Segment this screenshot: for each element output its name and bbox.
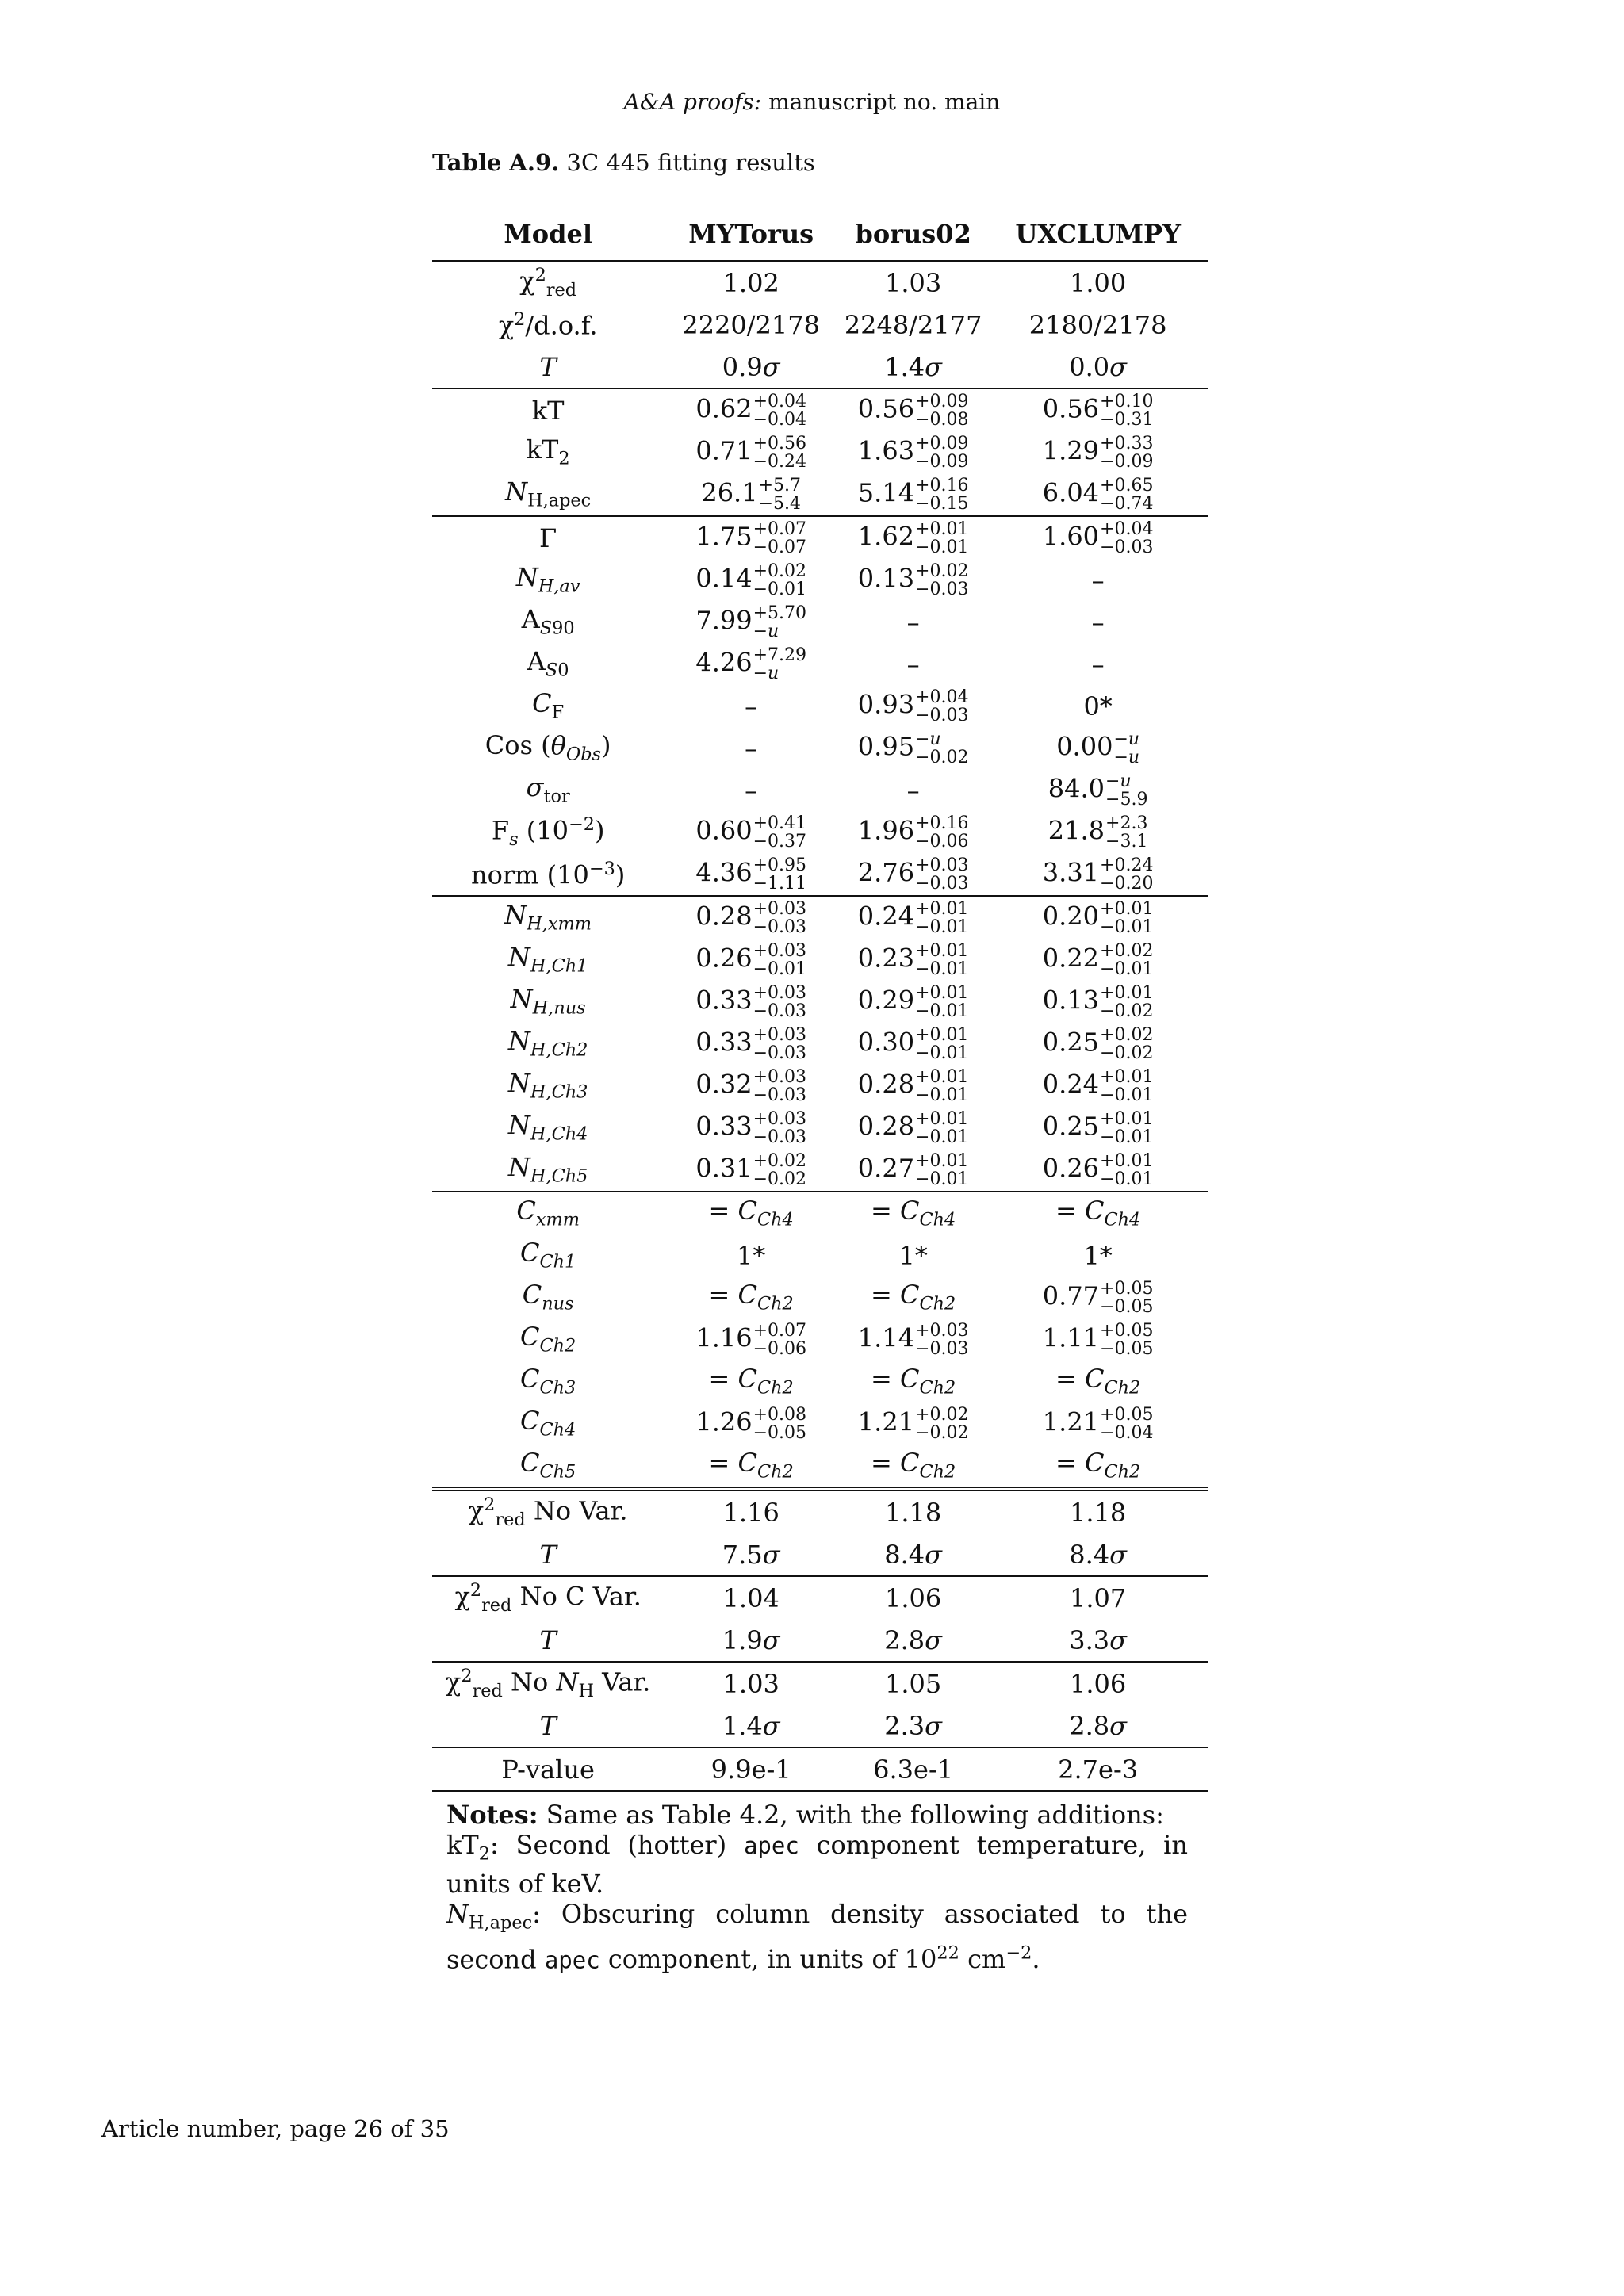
param-value: 1.60 +0.04 −0.03 [1042, 519, 1154, 557]
table-row [432, 981, 1208, 1023]
param-value: 1.63 +0.09 −0.09 [857, 433, 969, 472]
table-row [432, 1402, 1208, 1445]
param-value: – [745, 691, 758, 721]
param-value: 1.26 +0.08 −0.05 [695, 1404, 806, 1443]
param-value: 0.24 +0.01 −0.01 [1042, 1066, 1154, 1105]
param-name: $C_F$ [532, 688, 565, 723]
param-value: = $C_{Ch4}$ [871, 1196, 956, 1230]
table-row [432, 853, 1208, 896]
param-value: – [906, 649, 920, 679]
param-value: 0.20 +0.01 −0.01 [1042, 898, 1154, 937]
param-name: norm $(10^{-3})$ [432, 853, 664, 896]
note-kt2-code: apec [743, 1832, 799, 1859]
table-row [432, 1107, 1208, 1149]
param-value: 1.16 +0.07 −0.06 [695, 1320, 806, 1359]
param-value: 6.3e-1 [838, 1747, 988, 1791]
param-value: = $C_{Ch2}$ [871, 1280, 956, 1314]
param-value: 1* [736, 1240, 766, 1271]
param-value: 0.27 +0.01 −0.01 [838, 1149, 988, 1192]
param-value: 1.06 [1070, 1668, 1127, 1699]
param-value: 1.06 [885, 1582, 942, 1613]
table-row [432, 1576, 1208, 1619]
param-value: 1.4σ [664, 1705, 838, 1747]
param-value: 1.9σ [664, 1619, 838, 1662]
param-value: 1.29 +0.33 −0.09 [1042, 433, 1154, 472]
param-value: 0.14 +0.02 −0.01 [695, 561, 806, 599]
param-value: 0.33 +0.03 −0.03 [695, 1108, 806, 1147]
table-row [432, 643, 1208, 685]
param-value: 1* [1083, 1240, 1113, 1271]
param-name: T [432, 1533, 664, 1576]
param-value: – [906, 775, 920, 806]
note-nh-pre: : Obscuring column density associated to the second [446, 1899, 1188, 1975]
param-value: 0.13 +0.01 −0.02 [1042, 982, 1154, 1021]
param-value: 1.07 [1070, 1582, 1127, 1613]
col-header: UXCLUMPY [988, 208, 1208, 261]
param-name: $C_{Ch4}$ [520, 1406, 576, 1441]
param-name: $\chi^2_{red}$ No $N_H$ Var. [445, 1665, 651, 1701]
table-row [432, 1747, 1208, 1791]
param-value: 0.95 −u −0.02 [857, 729, 969, 767]
param-value: 1.62 +0.01 −0.01 [857, 519, 969, 557]
caption-label: Table A.9. [432, 149, 560, 176]
table-row [432, 939, 1208, 981]
table-row [432, 1276, 1208, 1318]
param-value: 4.36 +0.95 −1.11 [664, 853, 838, 896]
param-value: 0.29 +0.01 −0.01 [857, 982, 969, 1021]
param-value: 0.28 +0.01 −0.01 [857, 1108, 969, 1147]
param-value: 0.22 +0.02 −0.01 [1042, 940, 1154, 979]
param-name: $N_{H,Ch2}$ [508, 1026, 588, 1061]
param-value: 84.0 −u −5.9 [1048, 771, 1148, 809]
running-header [0, 89, 1624, 115]
param-value: 1.21 +0.05 −0.04 [1042, 1404, 1154, 1443]
table-row [432, 727, 1208, 769]
param-value: 0.30 +0.01 −0.01 [857, 1024, 969, 1063]
param-value: 1.14 +0.03 −0.03 [857, 1320, 969, 1359]
param-value: 0.33 +0.03 −0.03 [695, 1024, 806, 1063]
param-value: 2.7e-3 [988, 1747, 1208, 1791]
param-value: 1.03 [885, 267, 942, 298]
caption-text: 3C 445 fitting results [559, 149, 815, 176]
param-name: kT [531, 395, 565, 426]
param-value: 9.9e-1 [664, 1747, 838, 1791]
note-nh-label: $N_{H,apec}$ [446, 1899, 533, 1934]
param-name: $\chi^2_{red}$ No C Var. [454, 1579, 642, 1616]
param-value: 0.71 +0.56 −0.24 [695, 433, 806, 472]
param-value: – [906, 607, 920, 637]
table-row [432, 1619, 1208, 1662]
col-header: MYTorus [664, 208, 838, 261]
param-value: 0.26 +0.01 −0.01 [988, 1149, 1208, 1192]
param-value: 1.16 [664, 1489, 838, 1533]
table-row [432, 516, 1208, 559]
param-value: 3.3σ [988, 1619, 1208, 1662]
table-row [432, 388, 1208, 431]
param-value: 26.1 +5.7 −5.4 [664, 473, 838, 516]
table-row [432, 261, 1208, 304]
table-notes [446, 1800, 1188, 1975]
param-value: = $C_{Ch2}$ [708, 1280, 794, 1314]
table-row [432, 1065, 1208, 1107]
param-name: $C_{Ch1}$ [520, 1238, 576, 1272]
param-value: 1.96 +0.16 −0.06 [857, 813, 969, 851]
param-name: $C_{nus}$ [522, 1280, 574, 1314]
param-name: $A_{S0}$ [527, 646, 569, 681]
param-value: 21.8 +2.3 −3.1 [1048, 813, 1148, 851]
param-value: = $C_{Ch2}$ [1055, 1364, 1141, 1399]
param-value: 8.4σ [988, 1533, 1208, 1576]
header-journal: A&A proofs: [623, 89, 762, 115]
table-row [432, 1705, 1208, 1747]
table-row [432, 1445, 1208, 1489]
param-value: 7.5σ [664, 1533, 838, 1576]
param-value: 0.28 +0.01 −0.01 [857, 1066, 969, 1105]
param-value: 1.04 [722, 1582, 779, 1613]
notes-line1: Same as Table 4.2, with the following additions: [538, 1800, 1164, 1830]
table-row [432, 346, 1208, 388]
param-value: 1.11 +0.05 −0.05 [1042, 1320, 1154, 1359]
param-value: 2180/2178 [1028, 309, 1167, 340]
param-value: 0.56 +0.10 −0.31 [1042, 391, 1154, 430]
table-row [432, 811, 1208, 853]
note-nh-post: component, in units of $10^{22}$ $cm^{-2}$. [599, 1942, 1040, 1975]
table-row [432, 1533, 1208, 1576]
param-value: 0* [1083, 691, 1113, 721]
param-value: = $C_{Ch2}$ [1055, 1448, 1141, 1483]
param-value: = $C_{Ch4}$ [708, 1196, 794, 1230]
param-name: $N_{H,Ch1}$ [508, 942, 588, 977]
table-body [432, 261, 1208, 1791]
param-name: $\chi^2_{red}$ [519, 264, 577, 300]
param-value: 1.02 [722, 267, 779, 298]
param-name: T [432, 346, 664, 388]
param-value: 6.04 +0.65 −0.74 [988, 473, 1208, 516]
table-row [432, 473, 1208, 516]
param-value: 2220/2178 [682, 309, 820, 340]
param-value: 1.03 [722, 1668, 779, 1699]
table-row [432, 1662, 1208, 1705]
param-value: 0.9σ [664, 346, 838, 388]
page-footer: Article number, page 26 of 35 [102, 2115, 450, 2142]
table-row [432, 601, 1208, 643]
param-value: – [1091, 607, 1105, 637]
header-row [432, 208, 1208, 261]
param-name: $\chi^2_{red}$ No Var. [432, 1489, 664, 1533]
param-value: 1.05 [885, 1668, 942, 1699]
note-nh-code: apec [544, 1946, 600, 1974]
param-name: $A_{S90}$ [521, 604, 575, 639]
param-name: $N_{H,nus}$ [510, 984, 586, 1019]
results-table [432, 208, 1208, 1792]
param-name: $C_{xmm}$ [516, 1196, 580, 1230]
table-row [432, 431, 1208, 473]
note-kt2-post: component temperature, in units of keV. [446, 1830, 1188, 1900]
param-name: T [432, 1705, 664, 1747]
param-value: = $C_{Ch2}$ [708, 1364, 794, 1399]
param-name: $N_{H,av}$ [515, 562, 580, 597]
param-name: $C_{Ch3}$ [520, 1364, 576, 1399]
param-name: $C_{Ch2}$ [520, 1322, 576, 1357]
col-header: Model [432, 208, 664, 261]
param-value: 2.8σ [988, 1705, 1208, 1747]
param-value: 0.31 +0.02 −0.02 [664, 1149, 838, 1192]
table-row [432, 1318, 1208, 1360]
param-name: $N_{H,Ch3}$ [508, 1068, 588, 1103]
param-value: 7.99 +5.70 −u [695, 603, 806, 641]
param-name: $F_s$ $(10^{-2})$ [491, 813, 605, 850]
param-value: 0.25 +0.01 −0.01 [1042, 1108, 1154, 1147]
param-value: 0.0σ [988, 346, 1208, 388]
param-name: Cos $(\theta_{Obs})$ [485, 730, 611, 765]
note-kt2-pre: : Second (hotter) [489, 1830, 744, 1860]
param-value: = $C_{Ch2}$ [871, 1364, 956, 1399]
table-row [432, 896, 1208, 939]
param-name: $N_{H,xmm}$ [504, 900, 592, 935]
param-value: 0.00 −u −u [1056, 729, 1140, 767]
table-row [432, 1192, 1208, 1234]
param-name: $C_{Ch5}$ [520, 1448, 576, 1483]
param-name: Γ [539, 522, 557, 553]
notes-lead: Notes: [446, 1800, 538, 1830]
param-value: 2.8σ [838, 1619, 988, 1662]
param-value: 4.26 +7.29 −u [695, 645, 806, 683]
param-value: 0.60 +0.41 −0.37 [695, 813, 806, 851]
param-value: 0.32 +0.03 −0.03 [695, 1066, 806, 1105]
param-value: 1.21 +0.02 −0.02 [857, 1404, 969, 1443]
param-value: 0.25 +0.02 −0.02 [1042, 1024, 1154, 1063]
param-value: 1.75 +0.07 −0.07 [695, 519, 806, 557]
param-value: 1.18 [838, 1489, 988, 1533]
table-caption [432, 149, 815, 176]
param-value: 8.4σ [838, 1533, 988, 1576]
param-value: – [745, 775, 758, 806]
table-row [432, 685, 1208, 727]
param-value: 2248/2177 [844, 309, 982, 340]
param-name: $N_{H,Ch5}$ [432, 1149, 664, 1192]
note-kt2-label: $kT_2$ [446, 1830, 490, 1865]
param-value: 0.77 +0.05 −0.05 [1042, 1278, 1154, 1317]
param-value: 0.28 +0.03 −0.03 [695, 898, 806, 937]
table-row [432, 769, 1208, 811]
table-row [432, 1234, 1208, 1276]
param-value: 5.14 +0.16 −0.15 [838, 473, 988, 516]
param-value: 2.76 +0.03 −0.03 [838, 853, 988, 896]
param-value: 1.00 [1070, 267, 1127, 298]
param-value: 0.24 +0.01 −0.01 [857, 898, 969, 937]
param-value: 0.33 +0.03 −0.03 [695, 982, 806, 1021]
param-value: 1* [898, 1240, 928, 1271]
table-row [432, 1023, 1208, 1065]
param-value: 3.31 +0.24 −0.20 [988, 853, 1208, 896]
param-value: = $C_{Ch4}$ [1055, 1196, 1141, 1230]
col-header: borus02 [838, 208, 988, 261]
param-value: 2.3σ [838, 1705, 988, 1747]
table-row [432, 1360, 1208, 1402]
param-name: $\sigma_{tor}$ [526, 772, 570, 807]
param-name: $N_{H,apec}$ [432, 473, 664, 516]
param-value: = $C_{Ch2}$ [871, 1448, 956, 1483]
table-row [432, 559, 1208, 601]
param-value: 1.18 [988, 1489, 1208, 1533]
header-manuscript: manuscript no. main [761, 89, 1001, 115]
table-row [432, 1149, 1208, 1192]
param-name: $kT_2$ [526, 434, 570, 469]
table-row [432, 1489, 1208, 1533]
param-value: 0.13 +0.02 −0.03 [857, 561, 969, 599]
param-value: 0.26 +0.03 −0.01 [695, 940, 806, 979]
param-value: 0.56 +0.09 −0.08 [857, 391, 969, 430]
param-name: P-value [432, 1747, 664, 1791]
table-row [432, 304, 1208, 346]
param-value: – [1091, 564, 1105, 595]
param-value: 0.93 +0.04 −0.03 [857, 687, 969, 725]
param-value: – [1091, 649, 1105, 679]
param-name: $\chi^2/d.o.f$. [498, 309, 598, 341]
param-value: = $C_{Ch2}$ [708, 1448, 794, 1483]
param-name: T [432, 1619, 664, 1662]
param-value: 0.23 +0.01 −0.01 [857, 940, 969, 979]
param-value: 1.4σ [838, 346, 988, 388]
param-value: 0.62 +0.04 −0.04 [695, 391, 806, 430]
param-value: – [745, 733, 758, 763]
param-name: $N_{H,Ch4}$ [508, 1110, 588, 1145]
